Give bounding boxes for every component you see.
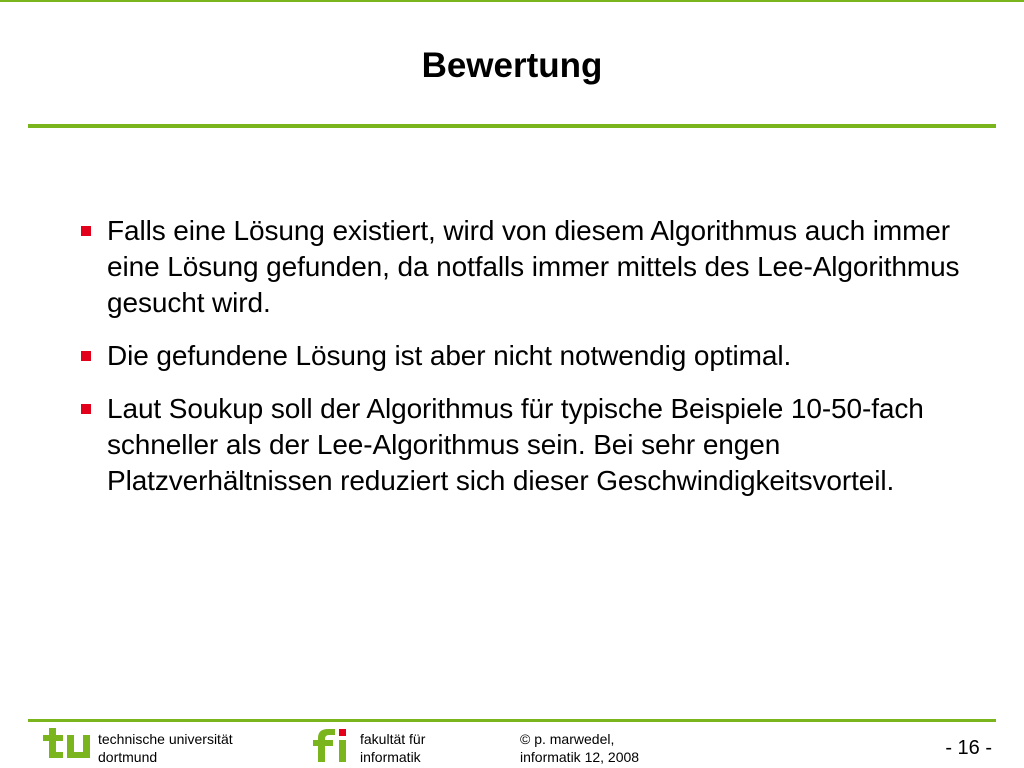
bullet-text: Laut Soukup soll der Algorithmus für typische Beispiele 10-50-fach schneller als der Lee-Algorithmus sein. Bei sehr engen Platzverhältnissen reduziert sich dieser Geschwindigkeitsvorteil. [107,393,924,496]
bullet-square-icon [81,226,91,236]
copyright-author: © p. marwedel, [520,731,615,747]
title-divider [28,124,996,128]
footer-university [98,730,233,766]
bullet-item [78,391,978,499]
bullet-square-icon [81,404,91,414]
fi-faculty-logo-icon [310,726,356,764]
copyright-dept-year: informatik 12, 2008 [520,749,640,765]
bullet-text: Die gefundene Lösung ist aber nicht notwendig optimal. [107,340,792,371]
footer-divider [28,719,996,722]
bullet-text: Falls eine Lösung existiert, wird von diesem Algorithmus auch immer eine Lösung gefunden, da notfalls immer mittels des Lee-Algorithmus gesucht wird. [107,215,960,318]
tu-dortmund-logo-icon [40,726,92,764]
footer-faculty [360,730,425,766]
bullet-item [78,213,978,321]
university-city: dortmund [98,749,158,765]
top-accent-rule [0,0,1024,2]
faculty-subject: informatik [360,749,421,765]
page-number: - 16 - [945,737,992,759]
slide-title: Bewertung [421,46,603,85]
faculty-name: fakultät für [360,731,426,747]
bullet-item [78,338,978,374]
footer-copyright [520,730,639,766]
university-name: technische universität [98,731,233,747]
bullet-square-icon [81,351,91,361]
bullet-list [78,213,978,516]
